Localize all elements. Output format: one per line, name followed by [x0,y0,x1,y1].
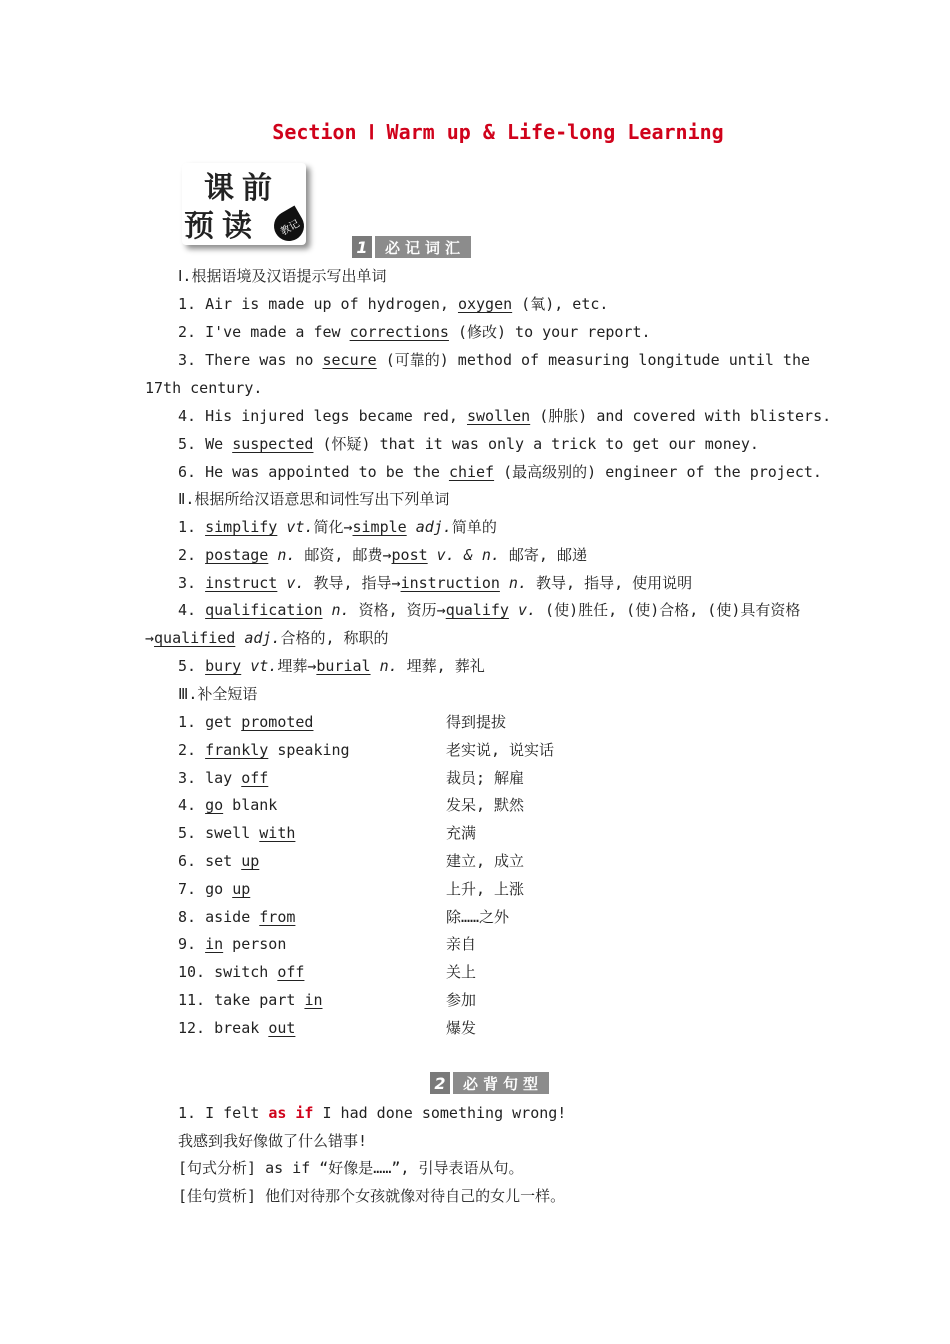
item-text: (修改) to your report. [448,323,651,341]
phrase-text: speaking [268,740,350,759]
sentence-analysis: [句式分析] as if “好像是……”, 引导表语从句。 [178,1159,524,1177]
phrase-meaning: 亲自 [446,935,477,954]
part-of-speech: n. [370,657,398,675]
item-text: 6. He was appointed to be the [178,463,449,481]
phrase-row [178,879,250,899]
phrase-row [178,851,259,871]
phrase-text: 1. get [178,713,242,731]
answer-blank: instruct [205,574,278,592]
item-text: 3. There was no [178,351,323,369]
answer-blank: promoted [241,713,314,731]
phrase-text: 6. set [178,852,242,870]
phrase-text: 5. swell [178,824,260,843]
part1-item [178,406,831,426]
badge-line-2: 预读 [184,209,260,244]
part2-item [178,573,692,593]
answer-blank: with [259,824,296,843]
phrase-text: 11. take part [178,991,305,1009]
meaning: 埋葬→ [277,657,317,675]
sentence-translation: 我感到我好像做了什么错事! [178,1132,368,1150]
answer-blank: in [304,991,323,1009]
sentence-text: 1. I felt [178,1104,269,1122]
part-of-speech: adj. [406,518,452,536]
part-of-speech: v. [277,574,305,592]
answer-blank: qualify [445,601,509,619]
phrase-text: 4. [178,796,206,815]
phrase-meaning: 除……之外 [446,907,510,926]
part3-heading: Ⅲ.补全短语 [178,685,258,703]
item-number: 2. [178,546,206,564]
phrase-row [178,907,295,927]
phrase-meaning: 发呆, 默然 [446,796,525,815]
section-number: 2 [430,1072,450,1094]
answer-blank: simple [352,518,407,536]
part2-item [178,517,497,537]
item-text: (可靠的) method of measuring longitude until the [376,351,811,369]
item-text: 1. Air is made up of hydrogen, [178,295,458,313]
part2-heading: Ⅱ.根据所给汉语意思和词性写出下列单词 [178,490,450,508]
item-text: (肿胀) and covered with blisters. [530,407,832,425]
section-title: 必背句型 [453,1072,549,1094]
answer-blank: burial [316,657,371,675]
meaning: 埋葬, 葬礼 [397,657,485,675]
part-of-speech: adj. [235,629,281,647]
item-text: (怀疑) that it was only a trick to get our money. [313,435,759,453]
preview-badge [182,163,308,247]
phrase-row [178,1018,295,1038]
part1-item [178,462,822,482]
phrase-row [178,795,277,815]
badge-tag-icon: 教记 [269,206,310,247]
meaning: 简化→ [313,518,353,536]
answer-blank: from [259,907,296,926]
part-of-speech: vt. [277,518,314,536]
answer-blank: postage [205,546,269,564]
phrase-text: 3. lay [178,768,242,787]
answer-blank: corrections [349,323,449,341]
meaning: 邮寄, 邮递 [499,546,587,564]
phrase-row [178,823,295,843]
meaning: 资格, 资历→ [349,601,446,619]
phrase-meaning: 裁员; 解雇 [446,768,525,787]
sentence-keyword: as if [268,1104,314,1122]
part-of-speech: n. [499,574,527,592]
badge-line-1: 课前 [204,171,280,206]
sentence-appreciation: [佳句赏析] 他们对待那个女孩就像对待自己的女儿一样。 [178,1187,566,1205]
item-number: 1. [178,518,206,536]
part1-item-continuation: 17th century. [145,379,263,397]
part1-item [178,350,811,370]
answer-blank: up [232,879,251,898]
phrase-meaning: 得到提拔 [446,713,507,731]
answer-blank: qualified [154,629,236,647]
phrase-text: 8. aside [178,907,260,926]
page-title: Section Ⅰ Warm up & Life-long Learning [272,120,724,144]
phrase-text: person [223,935,287,954]
section-title: 必记词汇 [375,236,471,258]
part1-item [178,322,651,342]
phrase-text: 12. break [178,1018,269,1037]
section-number: 1 [352,236,372,258]
part1-item [178,294,608,314]
phrase-meaning: 建立, 成立 [446,852,525,870]
phrase-row [178,990,323,1010]
meaning: 合格的, 称职的 [280,629,389,647]
phrase-row [178,962,304,982]
item-text: (最高级别的) engineer of the project. [494,463,822,481]
section-header-sentences [430,1072,549,1094]
sentence-text: I had done something wrong! [313,1104,567,1122]
answer-blank: up [241,852,260,870]
answer-blank: bury [205,657,242,675]
meaning: 邮资, 邮费→ [295,546,392,564]
item-number: 4. [178,601,206,619]
answer-blank: in [205,935,224,954]
answer-blank: frankly [205,740,269,759]
answer-blank: chief [448,463,495,481]
sentence-example [178,1103,566,1123]
phrase-meaning: 老实说, 说实话 [446,740,555,759]
phrase-meaning: 爆发 [446,1018,477,1037]
item-text: 2. I've made a few [178,323,350,341]
answer-blank: go [205,796,224,815]
part-of-speech: v. [508,601,537,619]
item-text: 4. His injured legs became red, [178,407,467,425]
answer-blank: secure [322,351,377,369]
phrase-text: blank [223,796,278,815]
answer-blank: post [391,546,428,564]
phrase-row [178,768,268,788]
part-of-speech: n. [268,546,296,564]
part1-item [178,434,759,454]
part-of-speech: n. [322,601,350,619]
phrase-text: 9. [178,935,206,954]
phrase-meaning: 参加 [446,991,477,1009]
phrase-meaning: 上升, 上涨 [446,879,525,898]
section-header-vocabulary [352,236,471,258]
phrase-meaning: 关上 [446,963,477,982]
item-number: 3. [178,574,206,592]
item-number: 5. [178,657,206,675]
part2-item [178,656,485,676]
phrase-row [178,934,286,954]
answer-blank: simplify [205,518,278,536]
answer-blank: swollen [466,407,531,425]
meaning: (使)胜任, (使)合格, (使)具有资格 [536,601,801,619]
phrase-row [178,712,313,732]
part2-item [178,545,587,565]
item-text: (氧), etc. [512,295,609,313]
part2-item [178,600,800,620]
part-of-speech: vt. [241,657,278,675]
part1-heading: Ⅰ.根据语境及汉语提示写出单词 [178,267,387,285]
phrase-text: 10. switch [178,963,278,982]
part-of-speech: v. & n. [427,546,500,564]
answer-blank: suspected [232,435,314,453]
answer-blank: instruction [400,574,500,592]
answer-blank: out [268,1018,296,1037]
answer-blank: qualification [205,601,323,619]
item-text: 5. We [178,435,233,453]
answer-blank: off [277,963,305,982]
meaning: 教导, 指导→ [304,574,401,592]
phrase-text: 2. [178,740,206,759]
answer-blank: off [241,768,269,787]
phrase-text: 7. go [178,879,233,898]
phrase-row [178,740,350,760]
phrase-meaning: 充满 [446,824,477,843]
arrow: → [145,629,155,647]
meaning: 简单的 [451,518,497,536]
answer-blank: oxygen [457,295,513,313]
part2-item-continuation [145,628,389,648]
meaning: 教导, 指导, 使用说明 [527,574,693,592]
